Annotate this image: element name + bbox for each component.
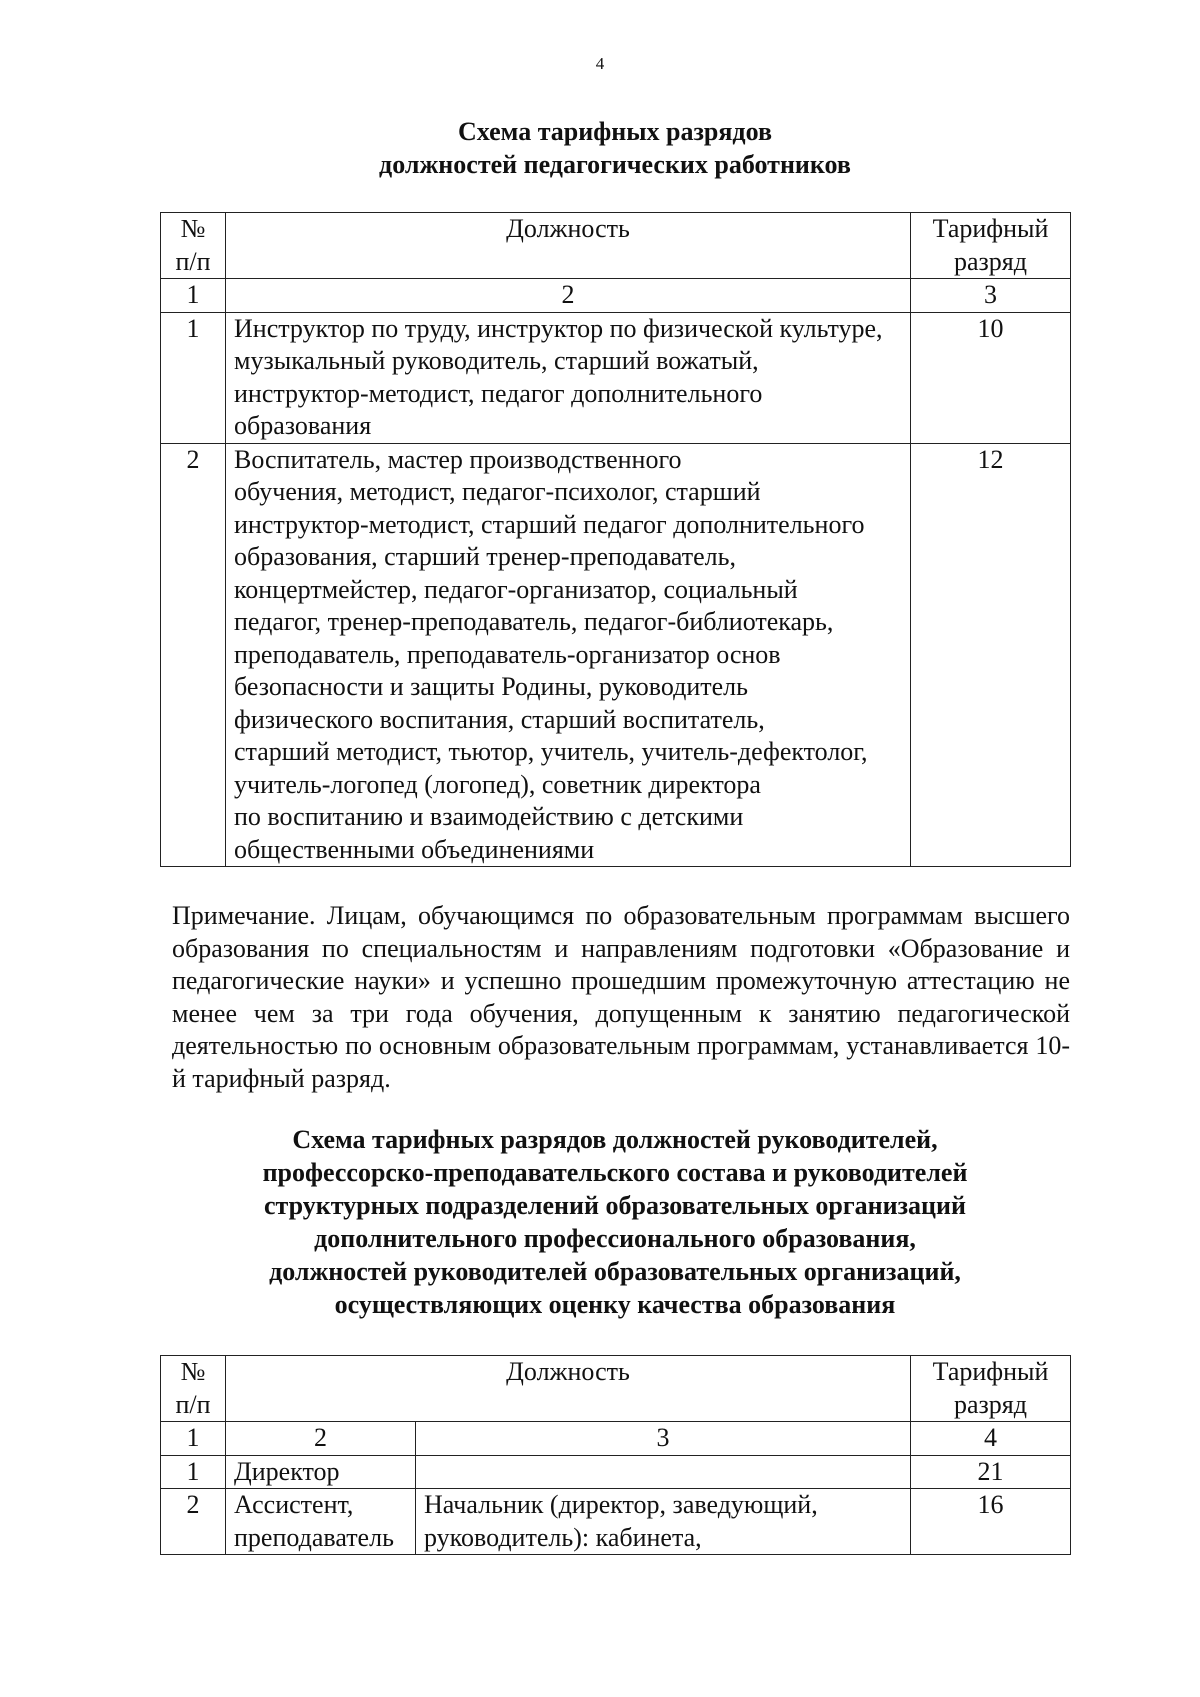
col-number: 2 [226, 1422, 416, 1456]
row-num: 1 [161, 312, 226, 443]
section1-title-line: Схема тарифных разрядов [458, 117, 772, 146]
col-number: 2 [226, 279, 911, 313]
section2-title-line: дополнительного профессионального образования, [314, 1224, 916, 1253]
table-row [161, 312, 1071, 443]
section2-title-line: Схема тарифных разрядов должностей руководителей, [292, 1125, 938, 1154]
section2-title-line: профессорско-преподавательского состава и руководителей [262, 1158, 968, 1187]
row-grade: 21 [911, 1455, 1071, 1489]
col-number: 1 [161, 1422, 226, 1456]
tariff-table-teachers [160, 212, 1071, 867]
row-subposition: Начальник (директор, заведующий, руководитель): кабинета, [416, 1489, 911, 1555]
row-position: Воспитатель, мастер производственного обучения, методист, педагог-психолог, старший инструктор-методист, старший педагог дополнительного образования, старший тренер-преподаватель, концертмейстер, педагог-организатор, социальный педагог, тренер-преподаватель, педагог-библиотекарь, преподаватель, преподаватель-организатор основ безопасности и защиты Родины, руководитель физического воспитания, старший воспитатель, старший методист, тьютор, учитель, учитель-дефектолог, учитель-логопед (логопед), советник директора по воспитанию и взаимодействию с детскими общественными объединениями [226, 443, 911, 867]
table-row [161, 443, 1071, 867]
section2-title-line: осуществляющих оценку качества образования [334, 1290, 896, 1319]
col-number: 4 [911, 1422, 1071, 1456]
header-grade: Тарифный разряд [911, 1356, 1071, 1422]
row-num: 2 [161, 443, 226, 867]
column-number-row [161, 1422, 1071, 1456]
page-number: 4 [595, 54, 605, 73]
section2-title-line: должностей руководителей образовательных организаций, [269, 1257, 961, 1286]
section1-title-line: должностей педагогических работников [379, 150, 851, 179]
col-number: 3 [416, 1422, 911, 1456]
section2-title [160, 1123, 1070, 1321]
section1-title [160, 115, 1070, 181]
row-position: Директор [226, 1455, 416, 1489]
tariff-table-managers [160, 1355, 1071, 1555]
row-grade: 10 [911, 312, 1071, 443]
table-row [161, 1455, 1071, 1489]
row-grade: 16 [911, 1489, 1071, 1555]
row-num: 2 [161, 1489, 226, 1555]
section2-title-line: структурных подразделений образовательных организаций [264, 1191, 966, 1220]
table-header-row [161, 1356, 1071, 1422]
col-number: 1 [161, 279, 226, 313]
header-position: Должность [226, 213, 911, 279]
header-grade: Тарифный разряд [911, 213, 1071, 279]
row-num: 1 [161, 1455, 226, 1489]
table-row [161, 1489, 1071, 1555]
row-position: Ассистент, преподаватель [226, 1489, 416, 1555]
header-position: Должность [226, 1356, 911, 1422]
header-num: № п/п [161, 213, 226, 279]
column-number-row [161, 279, 1071, 313]
row-position: Инструктор по труду, инструктор по физической культуре, музыкальный руководитель, старший вожатый, инструктор-методист, педагог дополнительного образования [226, 312, 911, 443]
note-paragraph: Примечание. Лицам, обучающимся по образовательным программам высшего образования по специальностям и направлениям подготовки «Образование и педагогические науки» и успешно прошедшим промежуточную аттестацию не менее чем за три года обучения, допущенным к занятию педагогической деятельностью по основным образовательным программам, устанавливается 10-й тарифный разряд. [172, 901, 1070, 1093]
table-header-row [161, 213, 1071, 279]
row-grade: 12 [911, 443, 1071, 867]
header-num: № п/п [161, 1356, 226, 1422]
row-subposition [416, 1455, 911, 1489]
col-number: 3 [911, 279, 1071, 313]
